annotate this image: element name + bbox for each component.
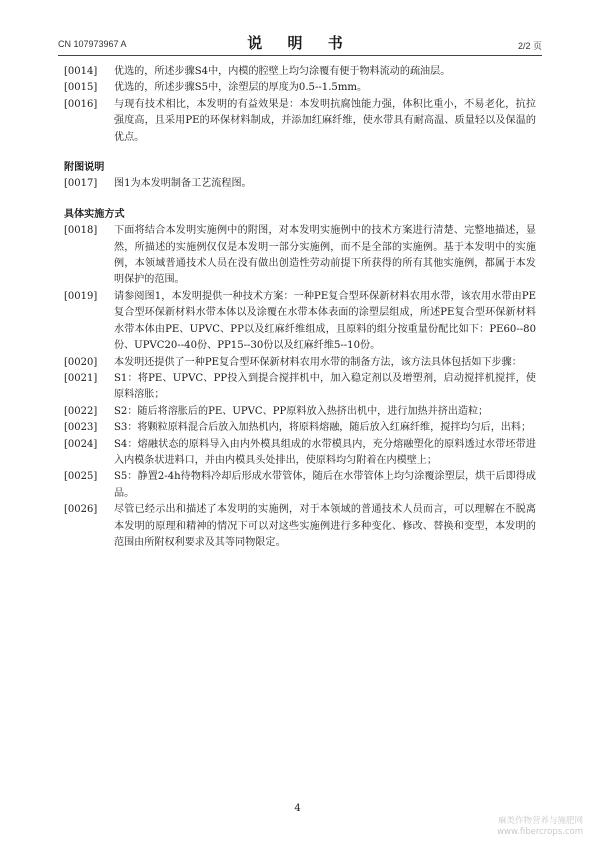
paragraph	[64, 80, 536, 96]
paragraph	[64, 469, 536, 502]
paragraph-number: [0025]	[64, 471, 98, 483]
paragraph	[64, 404, 536, 420]
paragraph-text: 优选的，所述步骤S5中，涂塑层的厚度为0.5--1.5mm。	[114, 82, 368, 94]
document-body	[64, 64, 536, 551]
paragraph	[64, 97, 536, 146]
paragraph	[64, 223, 536, 289]
paragraph-number: [0023]	[64, 422, 98, 434]
paragraph-text: 与现有技术相比，本发明的有益效果是：本发明抗腐蚀能力强，体积比重小，不易老化，抗拉强度高，且采用PE的环保材料制成，并添加红麻纤维，使水带具有耐高温、质量轻以及保温的优点。	[114, 98, 536, 143]
paragraph-number: [0017]	[64, 178, 98, 190]
section-heading-embodiments: 具体实施方式	[64, 208, 125, 220]
paragraph-text: 请参阅图1，本发明提供一种技术方案：一种PE复合型环保新材料农用水带，该农用水带由PE复合型环保新材料水带本体以及涂覆在水带本体表面的涂塑层组成，所述PE复合型环保新材料水带本体由PE、UPVC、PP以及红麻纤维组成，且原料的组分按重量份配比如下：PE60--80份、UPVC20--40份、PP15--30份以及红麻纤维5--10份。	[114, 290, 536, 352]
paragraph-text: S1：将PE、UPVC、PP投入到提合搅拌机中，加入稳定剂以及增塑剂，启动搅拌机搅拌，使原料溶胀；	[114, 372, 536, 401]
paragraph-number: [0016]	[64, 98, 98, 110]
paragraph	[64, 289, 536, 355]
section-heading-figures: 附图说明	[64, 162, 105, 174]
paragraph-text: S4：熔融状态的原料导入由内外模具组成的水带模具内，充分熔融塑化的原料透过水带坯带进入内模条状进料口，并由内模具头处排出，使原料均匀附着在内模壁上；	[114, 438, 536, 466]
paragraph-number: [0018]	[64, 225, 98, 237]
paragraph-text: S2：随后将溶胀后的PE、UPVC、PP原料放入热挤出机中，进行加热并挤出造粒；	[114, 405, 489, 417]
page-indicator: 2/2 页	[517, 41, 542, 51]
paragraph	[64, 437, 536, 470]
site-watermark	[497, 816, 583, 838]
document-type-title: 说 明 书	[247, 34, 353, 52]
paragraph-text: 尽管已经示出和描述了本发明的实施例，对于本领域的普通技术人员而言，可以理解在不脱离本发明的原理和精神的情况下可以对这些实施例进行多种变化、修改、替换和变型，本发明的范围由所附权利要求及其等同物限定。	[114, 504, 536, 548]
header-divider	[58, 55, 542, 56]
paragraph-number: [0014]	[64, 66, 98, 77]
paragraph-text: S3：将颗粒原料混合后放入加热机内，将原料熔融，随后放入红麻纤维，搅拌均匀后，出料；	[114, 422, 532, 434]
paragraph-number: [0022]	[64, 405, 98, 417]
watermark-url: www.fibercrops.com	[497, 827, 583, 837]
paragraph	[64, 176, 536, 192]
paragraph-text: 本发明还提供了一种PE复合型环保新材料农用水带的制备方法，该方法具体包括如下步骤：	[114, 356, 522, 368]
paragraph-text: 图1为本发明制备工艺流程图。	[114, 178, 252, 190]
paragraph	[64, 371, 536, 404]
paragraph	[64, 64, 536, 80]
paragraph-number: [0015]	[64, 82, 98, 94]
paragraph-number: [0019]	[64, 290, 98, 302]
paragraph	[64, 355, 536, 371]
patent-number: CN 107973967 A	[58, 39, 127, 49]
paragraph	[64, 502, 536, 551]
paragraph	[64, 420, 536, 436]
paragraph-text: S5：静置2-4h待物料冷却后形成水带管体，随后在水带管体上均匀涂覆涂塑层，烘干后即得成品。	[114, 471, 536, 499]
paragraph-number: [0020]	[64, 356, 98, 368]
paragraph-text: 下面将结合本发明实施例中的附图，对本发明实施例中的技术方案进行清楚、完整地描述，显然，所描述的实施例仅仅是本发明一部分实施例，而不是全部的实施例。基于本发明中的实施例，本领域普通技术人员在没有做出创造性劳动前提下所获得的所有其他实施例，都属于本发明保护的范围。	[114, 225, 536, 286]
paragraph-number: [0024]	[64, 438, 98, 450]
paragraph-number: [0026]	[64, 504, 98, 516]
paragraph-text: 优选的，所述步骤S4中，内模的腔壁上均匀涂覆有便于物料流动的疏油层。	[114, 66, 451, 77]
watermark-site-name: 麻类作物营养与施肥网	[497, 816, 583, 826]
paragraph-number: [0021]	[64, 372, 98, 384]
page-header	[58, 30, 542, 52]
page-number: 4	[294, 803, 301, 814]
